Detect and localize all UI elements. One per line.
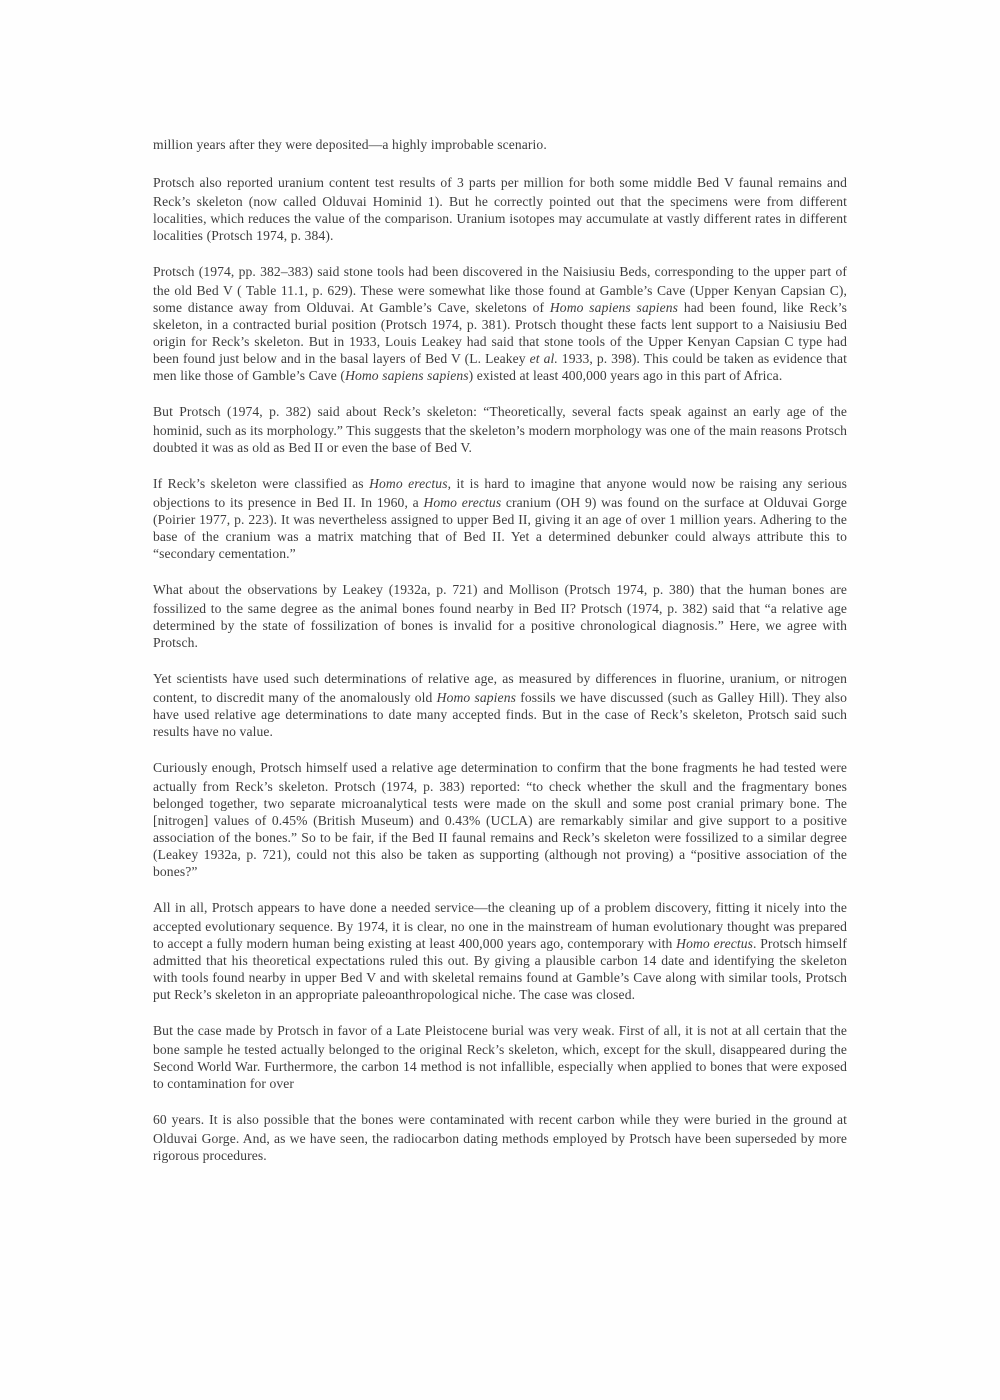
italic-text-segment: Homo sapiens bbox=[436, 690, 516, 705]
text-segment: Protsch also reported uranium content test results of 3 parts per million for both some middle Bed V faunal remains and Reck’s skeleton (now called Olduvai Hominid 1). But he correctly pointed out that the specimens were from different localities, which reduces the value of the comparison. Uranium isotopes may accumulate at vastly different rates in different localities (Protsch 1974, p. 384). bbox=[153, 175, 847, 243]
paragraph-2 bbox=[153, 172, 847, 244]
paragraph-9 bbox=[153, 897, 847, 1003]
text-column bbox=[153, 0, 847, 1181]
text-segment: All in all, Protsch appears to have done a needed service—the cleaning up of a problem discovery, fitting it nicely into the accepted evolutionary sequence. By 1974, it is clear, no one in the mainstream of human evolutionary thought was prepared to accept a fully modern human being existing at least 400,000 years ago, contemporary with bbox=[153, 900, 847, 951]
paragraph-10 bbox=[153, 1020, 847, 1092]
text-segment: . Protsch himself admitted that his theoretical expectations ruled this out. By giving a plausible carbon 14 date and identifying the skeleton with tools found nearby in upper Bed V and with skeletal remains found at Gamble’s Cave along with similar tools, Protsch put Reck’s skeleton in an appropriate paleoanthropological niche. The case was closed. bbox=[153, 936, 847, 1002]
text-segment: If Reck’s skeleton were classified as bbox=[153, 476, 370, 491]
text-segment: 1933, p. 398). This could be taken as evidence that men like those of Gamble’s Cave ( bbox=[153, 351, 847, 383]
text-segment: had been found, like Reck’s skeleton, in a contracted burial position (Protsch 1974, p. 381). Protsch thought these facts lent support to a Naisiusiu Bed origin for Reck’s skeleton. But in 1933, Louis Leakey had said that stone tools of the Upper Kenyan Capsian C type had been found just below and in the basal layers of Bed V (L. Leakey bbox=[153, 300, 848, 366]
italic-text-segment: et al. bbox=[529, 351, 558, 366]
text-segment: Protsch (1974, pp. 382–383) said stone tools had been discovered in the Naisiusiu Beds, corresponding to the upper part of the old Bed V ( Table 11.1, p. 629). These were somewhat like those found at Gamble’s Cave (Upper Kenyan Capsian C), some distance away from Olduvai. At Gamble’s Cave, skeletons of bbox=[153, 264, 847, 315]
text-segment: million years after they were deposited—a highly improbable scenario. bbox=[153, 137, 547, 152]
text-segment: fossils we have discussed (such as Galley Hill). They also have used relative age determinations to date many accepted finds. But in the case of Reck’s skeleton, Protsch said such results have no value. bbox=[153, 690, 848, 739]
paragraph-1 bbox=[153, 134, 847, 155]
paragraph-5 bbox=[153, 473, 847, 562]
paragraph-8 bbox=[153, 757, 847, 880]
paragraph-3 bbox=[153, 261, 847, 384]
text-segment: ) existed at least 400,000 years ago in this part of Africa. bbox=[468, 368, 783, 383]
text-segment: Yet scientists have used such determinations of relative age, as measured by differences in fluorine, uranium, or nitrogen content, to discredit many of the anomalously old bbox=[153, 671, 847, 705]
paragraph-4 bbox=[153, 401, 847, 456]
text-segment: But Protsch (1974, p. 382) said about Reck’s skeleton: “Theoretically, several facts speak against an early age of the hominid, such as its morphology.” This suggests that the skeleton’s modern morphology was one of the main reasons Protsch doubted it was as old as Bed II or even the base of Bed V. bbox=[153, 404, 847, 455]
italic-text-segment: Homo erectus bbox=[369, 476, 448, 491]
paragraph-11 bbox=[153, 1109, 847, 1164]
text-segment: But the case made by Protsch in favor of a Late Pleistocene burial was very weak. First of all, it is not at all certain that the bone sample he tested actually belonged to the original Reck’s skeleton, which, except for the skull, disappeared during the Second World War. Furthermore, the carbon 14 method is not infallible, especially when applied to bones that were exposed to contamination for over bbox=[153, 1023, 847, 1091]
text-segment: , it is hard to imagine that anyone would now be raising any serious objections to its presence in Bed II. In 1960, a bbox=[153, 476, 848, 510]
italic-text-segment: Homo sapiens sapiens bbox=[549, 300, 679, 315]
text-segment: Curiously enough, Protsch himself used a relative age determination to confirm that the bone fragments he had tested were actually from Reck’s skeleton. Protsch (1974, p. 383) reported: “to check whether the skull and the fragmentary bones belonged together, two separate microanalytical tests were made on the skull and some post cranial primary bone. The [nitrogen] values of 0.45% (British Museum) and 0.43% (UCLA) are remarkably similar and give support to a positive association of the bones.” So to be fair, if the Bed II faunal remains and Reck’s skeleton were fossilized to a similar degree (Leakey 1932a, p. 721), could not this also be taken as supporting (although not proving) a “positive association of the bones?” bbox=[153, 760, 847, 879]
italic-text-segment: Homo sapiens sapiens bbox=[345, 368, 469, 383]
paragraph-6 bbox=[153, 579, 847, 651]
text-segment: What about the observations by Leakey (1932a, p. 721) and Mollison (Protsch 1974, p. 380) that the human bones are fossilized to the same degree as the animal bones found nearby in Bed II? Protsch (1974, p. 382) said that “a relative age determined by the state of fossilization of bones is invalid for a positive chronological diagnosis.” Here, we agree with Protsch. bbox=[153, 582, 847, 650]
text-segment: cranium (OH 9) was found on the surface at Olduvai Gorge (Poirier 1977, p. 223). It was nevertheless assigned to upper Bed II, giving it an age of over 1 million years. Adhering to the base of the cranium was a matrix matching that of Bed II. Yet a determined debunker could always attribute this to “secondary cementation.” bbox=[153, 495, 847, 561]
italic-text-segment: Homo erectus bbox=[676, 936, 754, 951]
text-segment: 60 years. It is also possible that the bones were contaminated with recent carbon while they were buried in the ground at Olduvai Gorge. And, as we have seen, the radiocarbon dating methods employed by Protsch have been superseded by more rigorous procedures. bbox=[153, 1112, 847, 1163]
italic-text-segment: Homo erectus bbox=[423, 495, 502, 510]
paragraph-7 bbox=[153, 668, 847, 740]
